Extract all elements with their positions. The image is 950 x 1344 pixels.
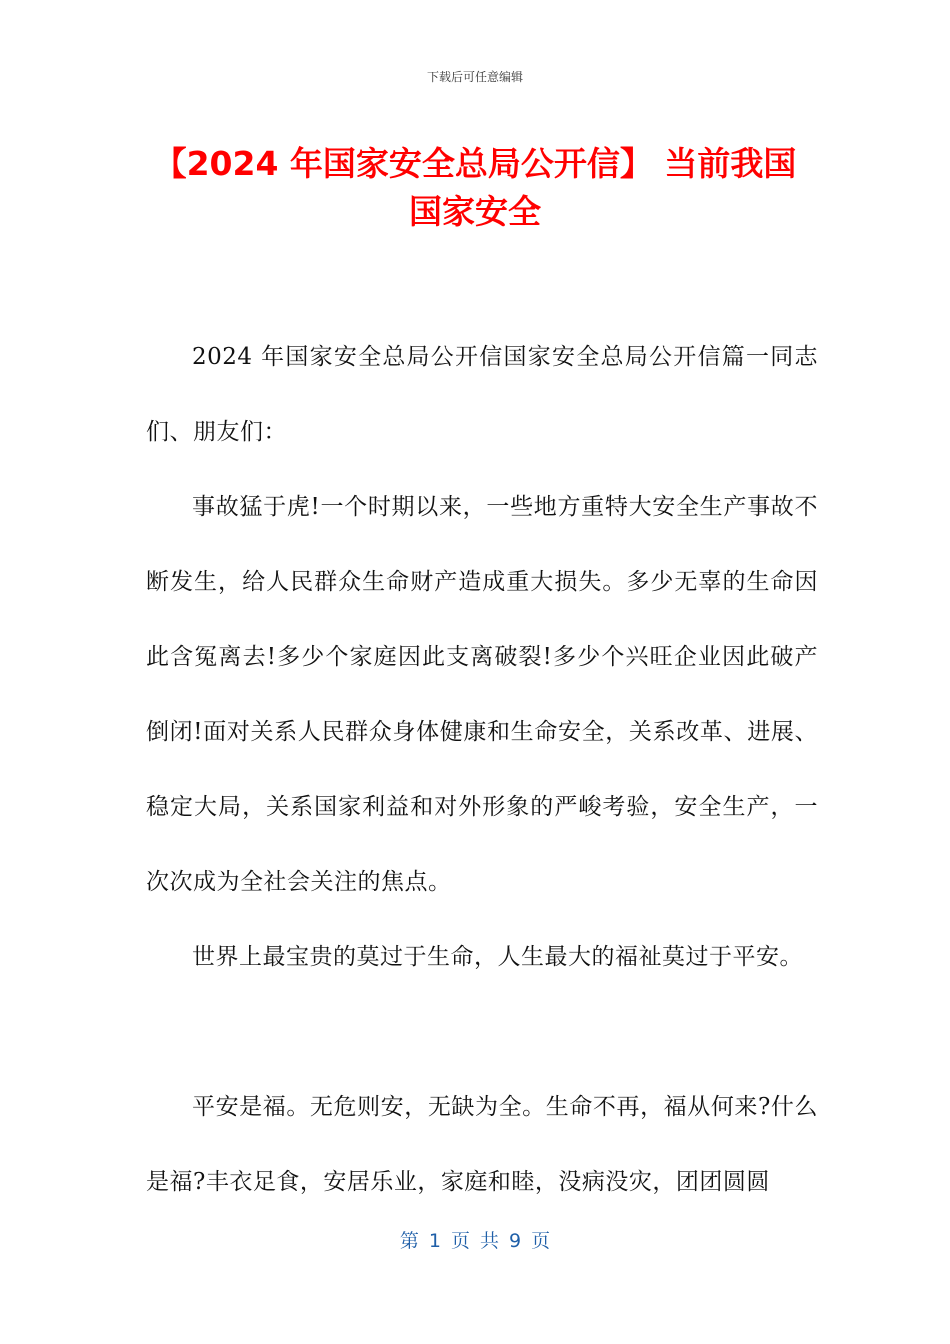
title-line-1: 【2024 年国家安全总局公开信】 当前我国 bbox=[153, 144, 797, 183]
paragraph-3: 世界上最宝贵的莫过于生命，人生最大的福祉莫过于平安。 bbox=[192, 944, 803, 970]
page-number-footer: 第 1 页 共 9 页 bbox=[399, 1230, 551, 1252]
paragraph-2: 事故猛于虎!一个时期以来，一些地方重特大安全生产事故不断发生，给人民群众生命财产造成重大损失。多少无辜的生命因此含冤离去!多少个家庭因此支离破裂!多少个兴旺企业因此破产倒闭!面对关系人民群众身体健康和生命安全，关系改革、进展、稳定大局，关系国家利益和对外形象的严峻考验，安全生产，一次次成为全社会关注的焦点。 bbox=[146, 494, 818, 895]
title-line-2: 国家安全 bbox=[409, 192, 541, 231]
paragraph-1: 2024 年国家安全总局公开信国家安全总局公开信篇一同志们、朋友们： bbox=[146, 344, 818, 445]
paragraph-4: 平安是福。无危则安，无缺为全。生命不再，福从何来?什么是福?丰衣足食，安居乐业，家庭和睦，没病没灾，团团圆圆 bbox=[146, 1094, 818, 1195]
document-body bbox=[146, 320, 818, 1220]
document-title bbox=[130, 140, 820, 236]
header-note: 下载后可任意编辑 bbox=[426, 70, 523, 84]
